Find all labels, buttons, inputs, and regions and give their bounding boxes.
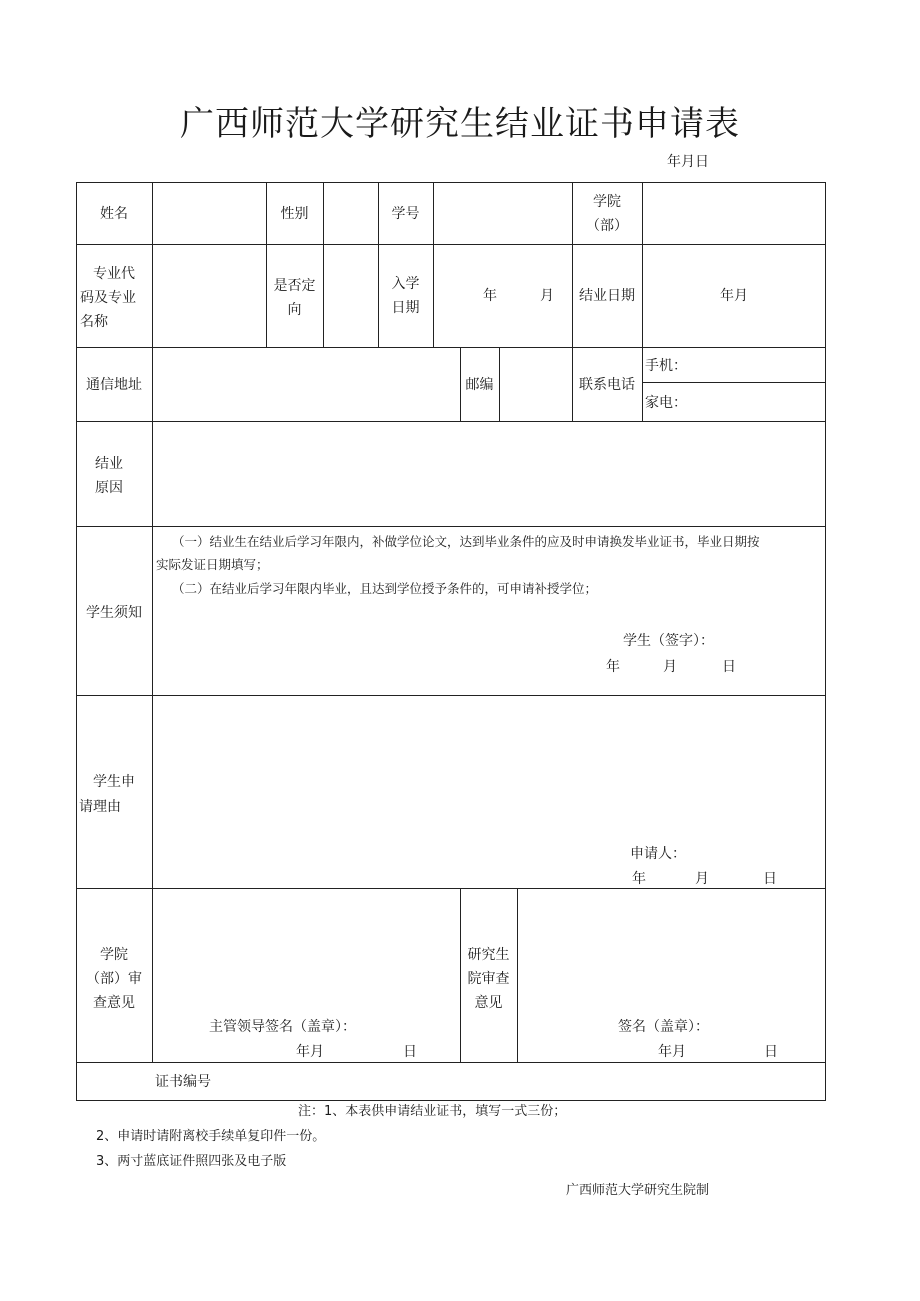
row-divider — [76, 526, 826, 527]
col-divider — [433, 182, 434, 347]
enroll-year: 年 — [483, 288, 497, 304]
student-sign-label: 学生（签字）： — [623, 633, 714, 649]
application-month: 月 — [695, 871, 709, 887]
certificate-number-field[interactable] — [222, 1066, 820, 1098]
note-1: 注：1、本表供申请结业证书，填写一式三份； — [298, 1104, 567, 1119]
phone-divider — [642, 382, 826, 383]
row-divider — [76, 244, 826, 245]
student-id-field[interactable] — [438, 195, 568, 233]
col-divider — [152, 182, 153, 1062]
applicant-label: 申请人： — [630, 846, 686, 862]
major-label-3: 名称 — [80, 314, 108, 330]
college-review-field[interactable] — [158, 896, 456, 1006]
row-divider — [76, 347, 826, 348]
college-label-sub: （部） — [586, 218, 628, 234]
college-review-day: 日 — [403, 1044, 417, 1060]
name-field[interactable] — [158, 195, 262, 233]
grad-sign-label: 签名（盖章）： — [618, 1019, 709, 1035]
grad-review-field[interactable] — [522, 896, 820, 1006]
grad-review-year-month: 年月 — [658, 1044, 686, 1060]
col-divider — [517, 888, 518, 1062]
phone-label: 联系电话 — [579, 377, 635, 393]
leader-sign-label: 主管领导签名（盖章）： — [209, 1019, 356, 1035]
application-day: 日 — [763, 871, 777, 887]
application-field[interactable] — [158, 702, 820, 832]
page-title: 广西师范大学研究生结业证书申请表 — [180, 104, 740, 144]
postcode-label: 邮编 — [465, 377, 494, 393]
gender-field[interactable] — [327, 195, 375, 233]
notice-line-1: （一）结业生在结业后学习年限内，补做学位论文，达到毕业条件的应及时申请换发毕业证书，毕业日期按 — [172, 534, 760, 549]
address-field[interactable] — [158, 355, 456, 415]
notice-label: 学生须知 — [86, 605, 142, 621]
note-3: 3、两寸蓝底证件照四张及电子版 — [96, 1154, 287, 1169]
enroll-label: 入学 — [391, 276, 420, 292]
col-divider — [499, 347, 500, 421]
gender-label: 性别 — [280, 206, 309, 222]
completion-date: 年月 — [720, 288, 748, 304]
college-review-label: 学院 — [100, 947, 128, 963]
student-id-label: 学号 — [391, 206, 420, 222]
major-label: 专业代 — [93, 266, 135, 282]
college-review-label-2: （部）审 — [86, 971, 142, 987]
application-label-2: 请理由 — [79, 799, 121, 815]
notice-day: 日 — [722, 659, 736, 675]
row-divider — [76, 421, 826, 422]
directed-label-2: 向 — [287, 302, 302, 318]
mobile-label: 手机： — [645, 358, 687, 374]
col-divider — [323, 182, 324, 347]
enroll-label-2: 日期 — [391, 300, 420, 316]
enroll-month: 月 — [540, 288, 554, 304]
notice-year: 年 — [606, 659, 620, 675]
issuer: 广西师范大学研究生院制 — [566, 1183, 710, 1198]
directed-field[interactable] — [327, 260, 375, 330]
row-divider — [76, 888, 826, 889]
application-label: 学生申 — [93, 774, 135, 790]
row-divider — [76, 695, 826, 696]
completion-label: 结业日期 — [579, 288, 635, 304]
major-label-2: 码及专业 — [80, 290, 136, 306]
application-year: 年 — [632, 871, 646, 887]
grad-review-label: 研究生 — [467, 947, 510, 963]
name-label: 姓名 — [100, 206, 128, 222]
row-divider — [76, 1062, 826, 1063]
grad-review-label-2: 院审查 — [467, 971, 510, 987]
address-label: 通信地址 — [86, 377, 142, 393]
college-review-year-month: 年月 — [296, 1044, 324, 1060]
postcode-field[interactable] — [503, 355, 569, 415]
reason-label-2: 原因 — [95, 480, 123, 496]
college-review-label-3: 查意见 — [93, 995, 135, 1011]
college-field[interactable] — [647, 195, 822, 233]
notice-line-3: （二）在结业后学习年限内毕业，且达到学位授予条件的，可申请补授学位； — [172, 581, 598, 596]
notice-line-2: 实际发证日期填写； — [156, 557, 269, 572]
reason-field[interactable] — [158, 428, 820, 520]
certificate-number-label: 证书编号 — [155, 1074, 211, 1090]
grad-review-day: 日 — [764, 1044, 778, 1060]
major-field[interactable] — [158, 260, 262, 330]
date-top: 年月日 — [667, 154, 709, 170]
note-2: 2、申请时请附离校手续单复印件一份。 — [96, 1129, 326, 1144]
home-phone-label: 家电： — [645, 395, 687, 411]
notice-month: 月 — [663, 659, 677, 675]
directed-label: 是否定 — [273, 278, 316, 294]
college-label: 学院 — [593, 194, 621, 210]
reason-label: 结业 — [95, 456, 123, 472]
grad-review-label-3: 意见 — [474, 995, 503, 1011]
